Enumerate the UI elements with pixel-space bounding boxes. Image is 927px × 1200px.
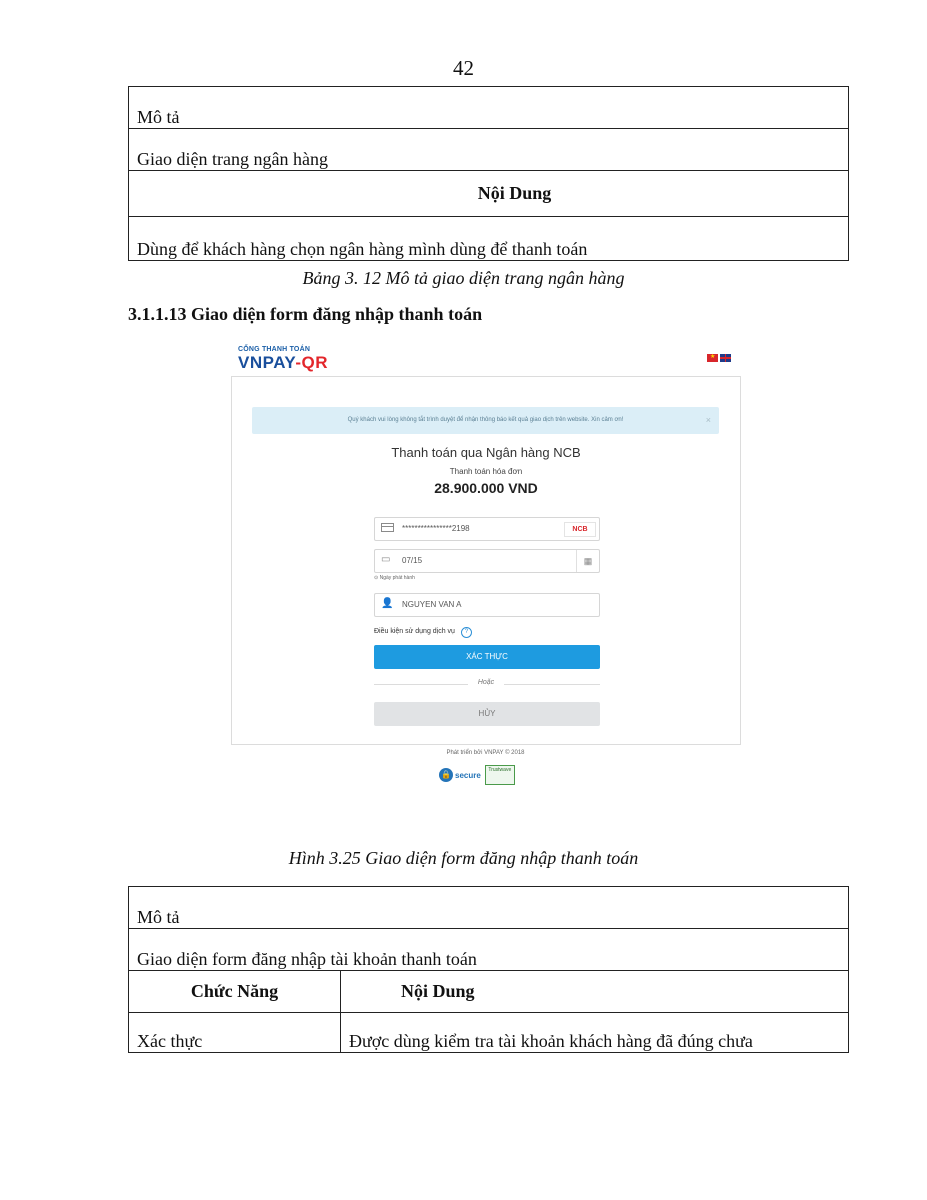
- card-holder-value: NGUYEN VAN A: [402, 600, 462, 609]
- section-heading: 3.1.1.13 Giao diện form đăng nhập thanh toán: [128, 304, 483, 324]
- vietnam-flag-icon[interactable]: [707, 354, 718, 362]
- logo-vnpay-text: VNPAY: [238, 353, 296, 372]
- issue-date-hint: ⊙ Ngày phát hành: [374, 575, 415, 581]
- table-cell-label: Mô tả: [129, 887, 849, 929]
- confirm-button[interactable]: XÁC THỰC: [374, 645, 600, 669]
- table-header-content: Nội Dung: [129, 171, 849, 217]
- table-cell-function: Xác thực: [129, 1013, 341, 1053]
- description-table-login-form: [128, 886, 849, 1053]
- table-cell-description: Giao diện form đăng nhập tài khoản thanh toán: [129, 929, 849, 971]
- user-icon: 👤: [381, 598, 394, 609]
- calendar-icon: ▭: [381, 554, 391, 565]
- table-cell-description: Giao diện trang ngân hàng: [129, 129, 849, 171]
- figure-caption: Hình 3.25 Giao diện form đăng nhập thanh toán: [288, 848, 639, 868]
- cancel-button[interactable]: HỦY: [374, 702, 600, 726]
- payment-title: Thanh toán qua Ngân hàng NCB: [391, 445, 581, 460]
- issue-date-value: 07/15: [402, 556, 423, 565]
- table-header-content: Nội Dung: [341, 971, 849, 1013]
- ncb-bank-logo: NCB: [564, 522, 596, 537]
- payment-amount: 28.900.000 VND: [434, 480, 538, 496]
- or-label: Hoặc: [468, 679, 504, 686]
- payment-subtitle: Thanh toán hóa đơn: [449, 467, 523, 476]
- trustwave-badge: Trustwave: [485, 765, 515, 785]
- notice-banner: [252, 407, 719, 434]
- help-icon[interactable]: ?: [461, 627, 472, 638]
- card-icon: [381, 523, 394, 535]
- table-header-function: Chức Năng: [129, 971, 341, 1013]
- date-picker-icon[interactable]: ▦: [576, 550, 599, 572]
- terms-link[interactable]: [374, 627, 472, 638]
- logo-qr-text: -QR: [295, 353, 328, 372]
- page-number: 42: [453, 56, 474, 80]
- secure-badge: [439, 766, 481, 784]
- description-table-bank-page: [128, 86, 849, 261]
- terms-link-text[interactable]: Điều kiện sử dụng dịch vụ: [374, 628, 455, 635]
- vnpay-qr-logo: [238, 353, 328, 373]
- or-separator: [232, 679, 740, 686]
- lock-icon: 🔒: [439, 768, 453, 782]
- footer-text: Phát triển bởi VNPAY © 2018: [446, 750, 525, 756]
- table-cell-content: Được dùng kiểm tra tài khoản khách hàng đã đúng chưa: [341, 1013, 849, 1053]
- table-caption: Bảng 3. 12 Mô tả giao diện trang ngân hàng: [302, 268, 625, 288]
- logo-caption: CỔNG THANH TOÁN: [238, 346, 311, 353]
- issue-date-hint-text: Ngày phát hành: [379, 575, 415, 581]
- card-holder-field[interactable]: [374, 593, 600, 617]
- card-number-value: ****************2198: [402, 524, 470, 533]
- notice-text: Quý khách vui lòng không tắt trình duyệt để nhận thông báo kết quả giao dịch trên website. Xin cảm ơn!: [347, 417, 624, 423]
- uk-flag-icon[interactable]: [720, 354, 731, 362]
- payment-login-screenshot: [228, 340, 743, 800]
- secure-badge-text: secure: [455, 770, 481, 780]
- table-cell-content: Dùng để khách hàng chọn ngân hàng mình dùng để thanh toán: [129, 217, 849, 261]
- payment-panel: [231, 376, 741, 745]
- close-icon[interactable]: ×: [705, 415, 711, 425]
- card-number-field[interactable]: [374, 517, 600, 541]
- issue-date-field[interactable]: [374, 549, 600, 573]
- security-badges: [439, 765, 515, 785]
- table-cell-label: Mô tả: [129, 87, 849, 129]
- language-switcher: [707, 354, 731, 362]
